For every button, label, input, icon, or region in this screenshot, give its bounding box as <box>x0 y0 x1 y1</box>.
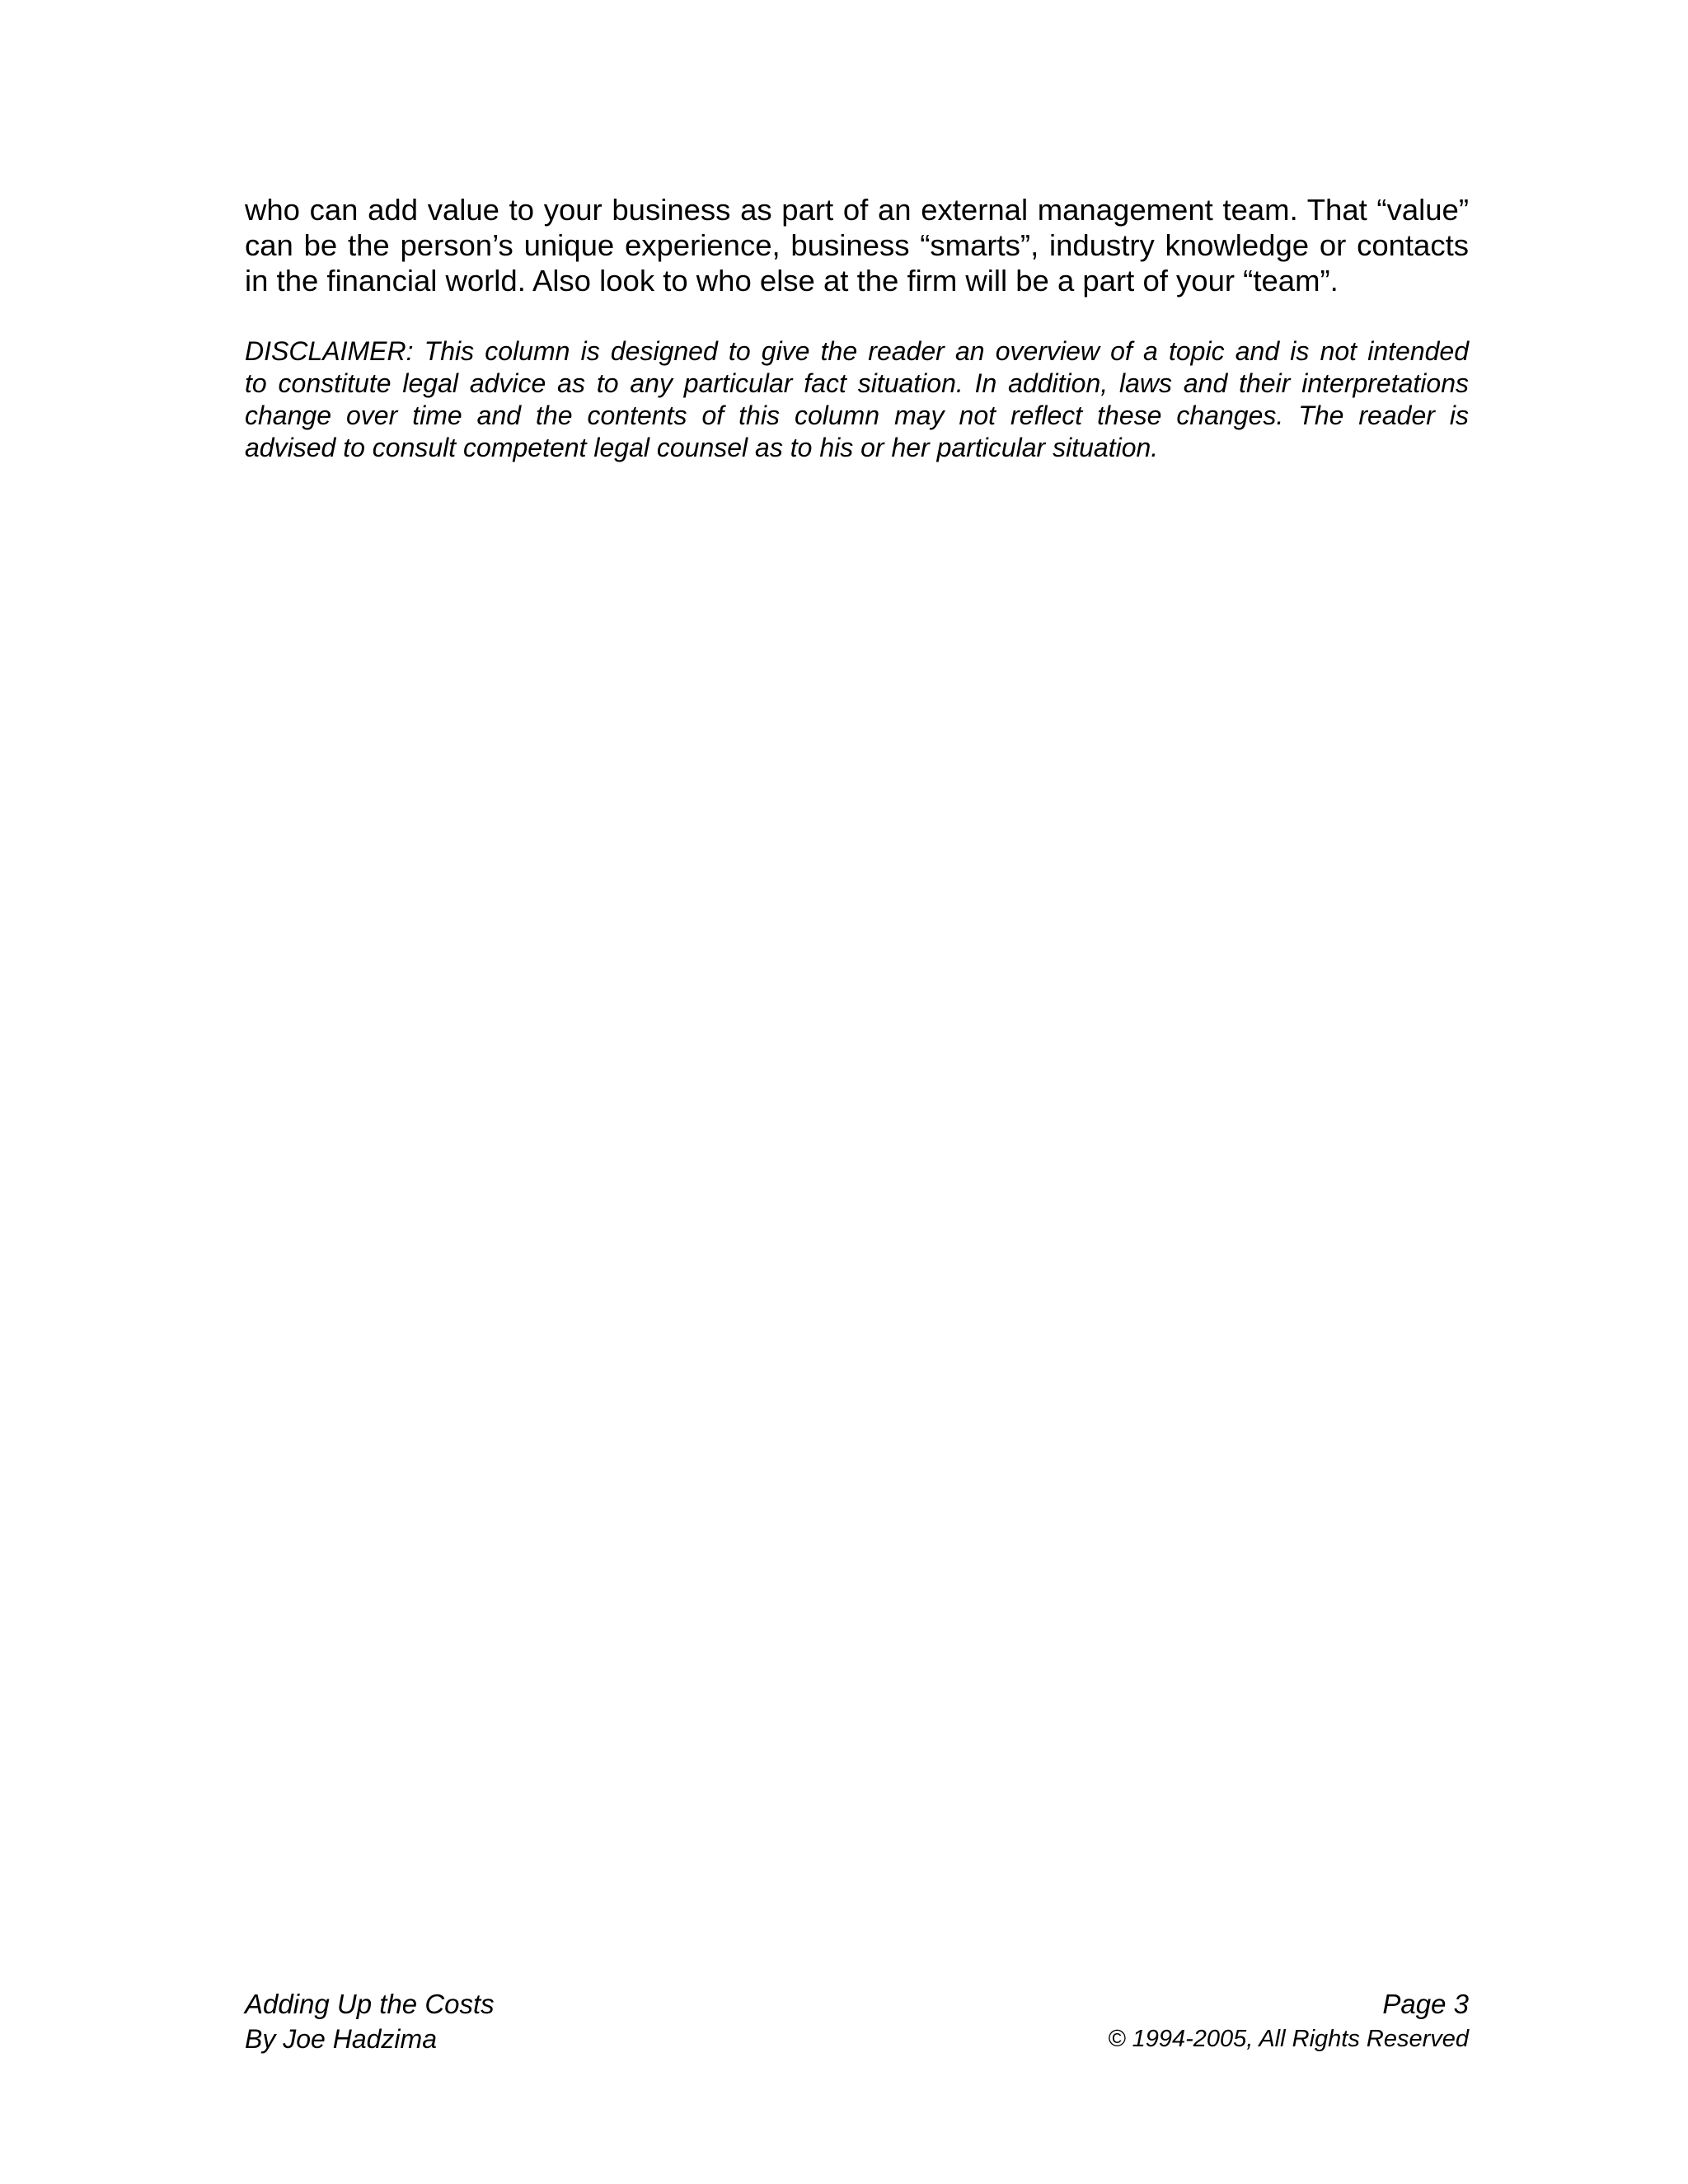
body-line: can be the person’s unique experience, business “smarts”, industry knowledge or contacts <box>245 228 1469 262</box>
disclaimer-line: change over time and the contents of this column may not reflect these changes. The reader is <box>245 401 1469 430</box>
footer-page-number: Page 3 <box>1382 1989 1469 2019</box>
footer-author: By Joe Hadzima <box>245 2024 437 2054</box>
body-line: in the financial world. Also look to who else at the firm will be a part of your “team”. <box>245 264 1339 298</box>
footer-article-title: Adding Up the Costs <box>245 1989 495 2019</box>
disclaimer-paragraph <box>245 335 1469 464</box>
footer-left <box>245 1987 495 2056</box>
disclaimer-line: to constitute legal advice as to any particular fact situation. In addition, laws and their interpretations <box>245 368 1469 398</box>
footer-copyright: © 1994-2005, All Rights Reserved <box>1108 2026 1469 2052</box>
footer-right <box>1108 1987 1469 2056</box>
body-paragraph <box>245 192 1469 298</box>
page-footer <box>245 1987 1469 2061</box>
disclaimer-line: DISCLAIMER: This column is designed to give the reader an overview of a topic and is not intended <box>245 336 1469 366</box>
body-line: who can add value to your business as part of an external management team. That “value” <box>245 193 1469 227</box>
disclaimer-line: advised to consult competent legal counsel as to his or her particular situation. <box>245 433 1159 462</box>
